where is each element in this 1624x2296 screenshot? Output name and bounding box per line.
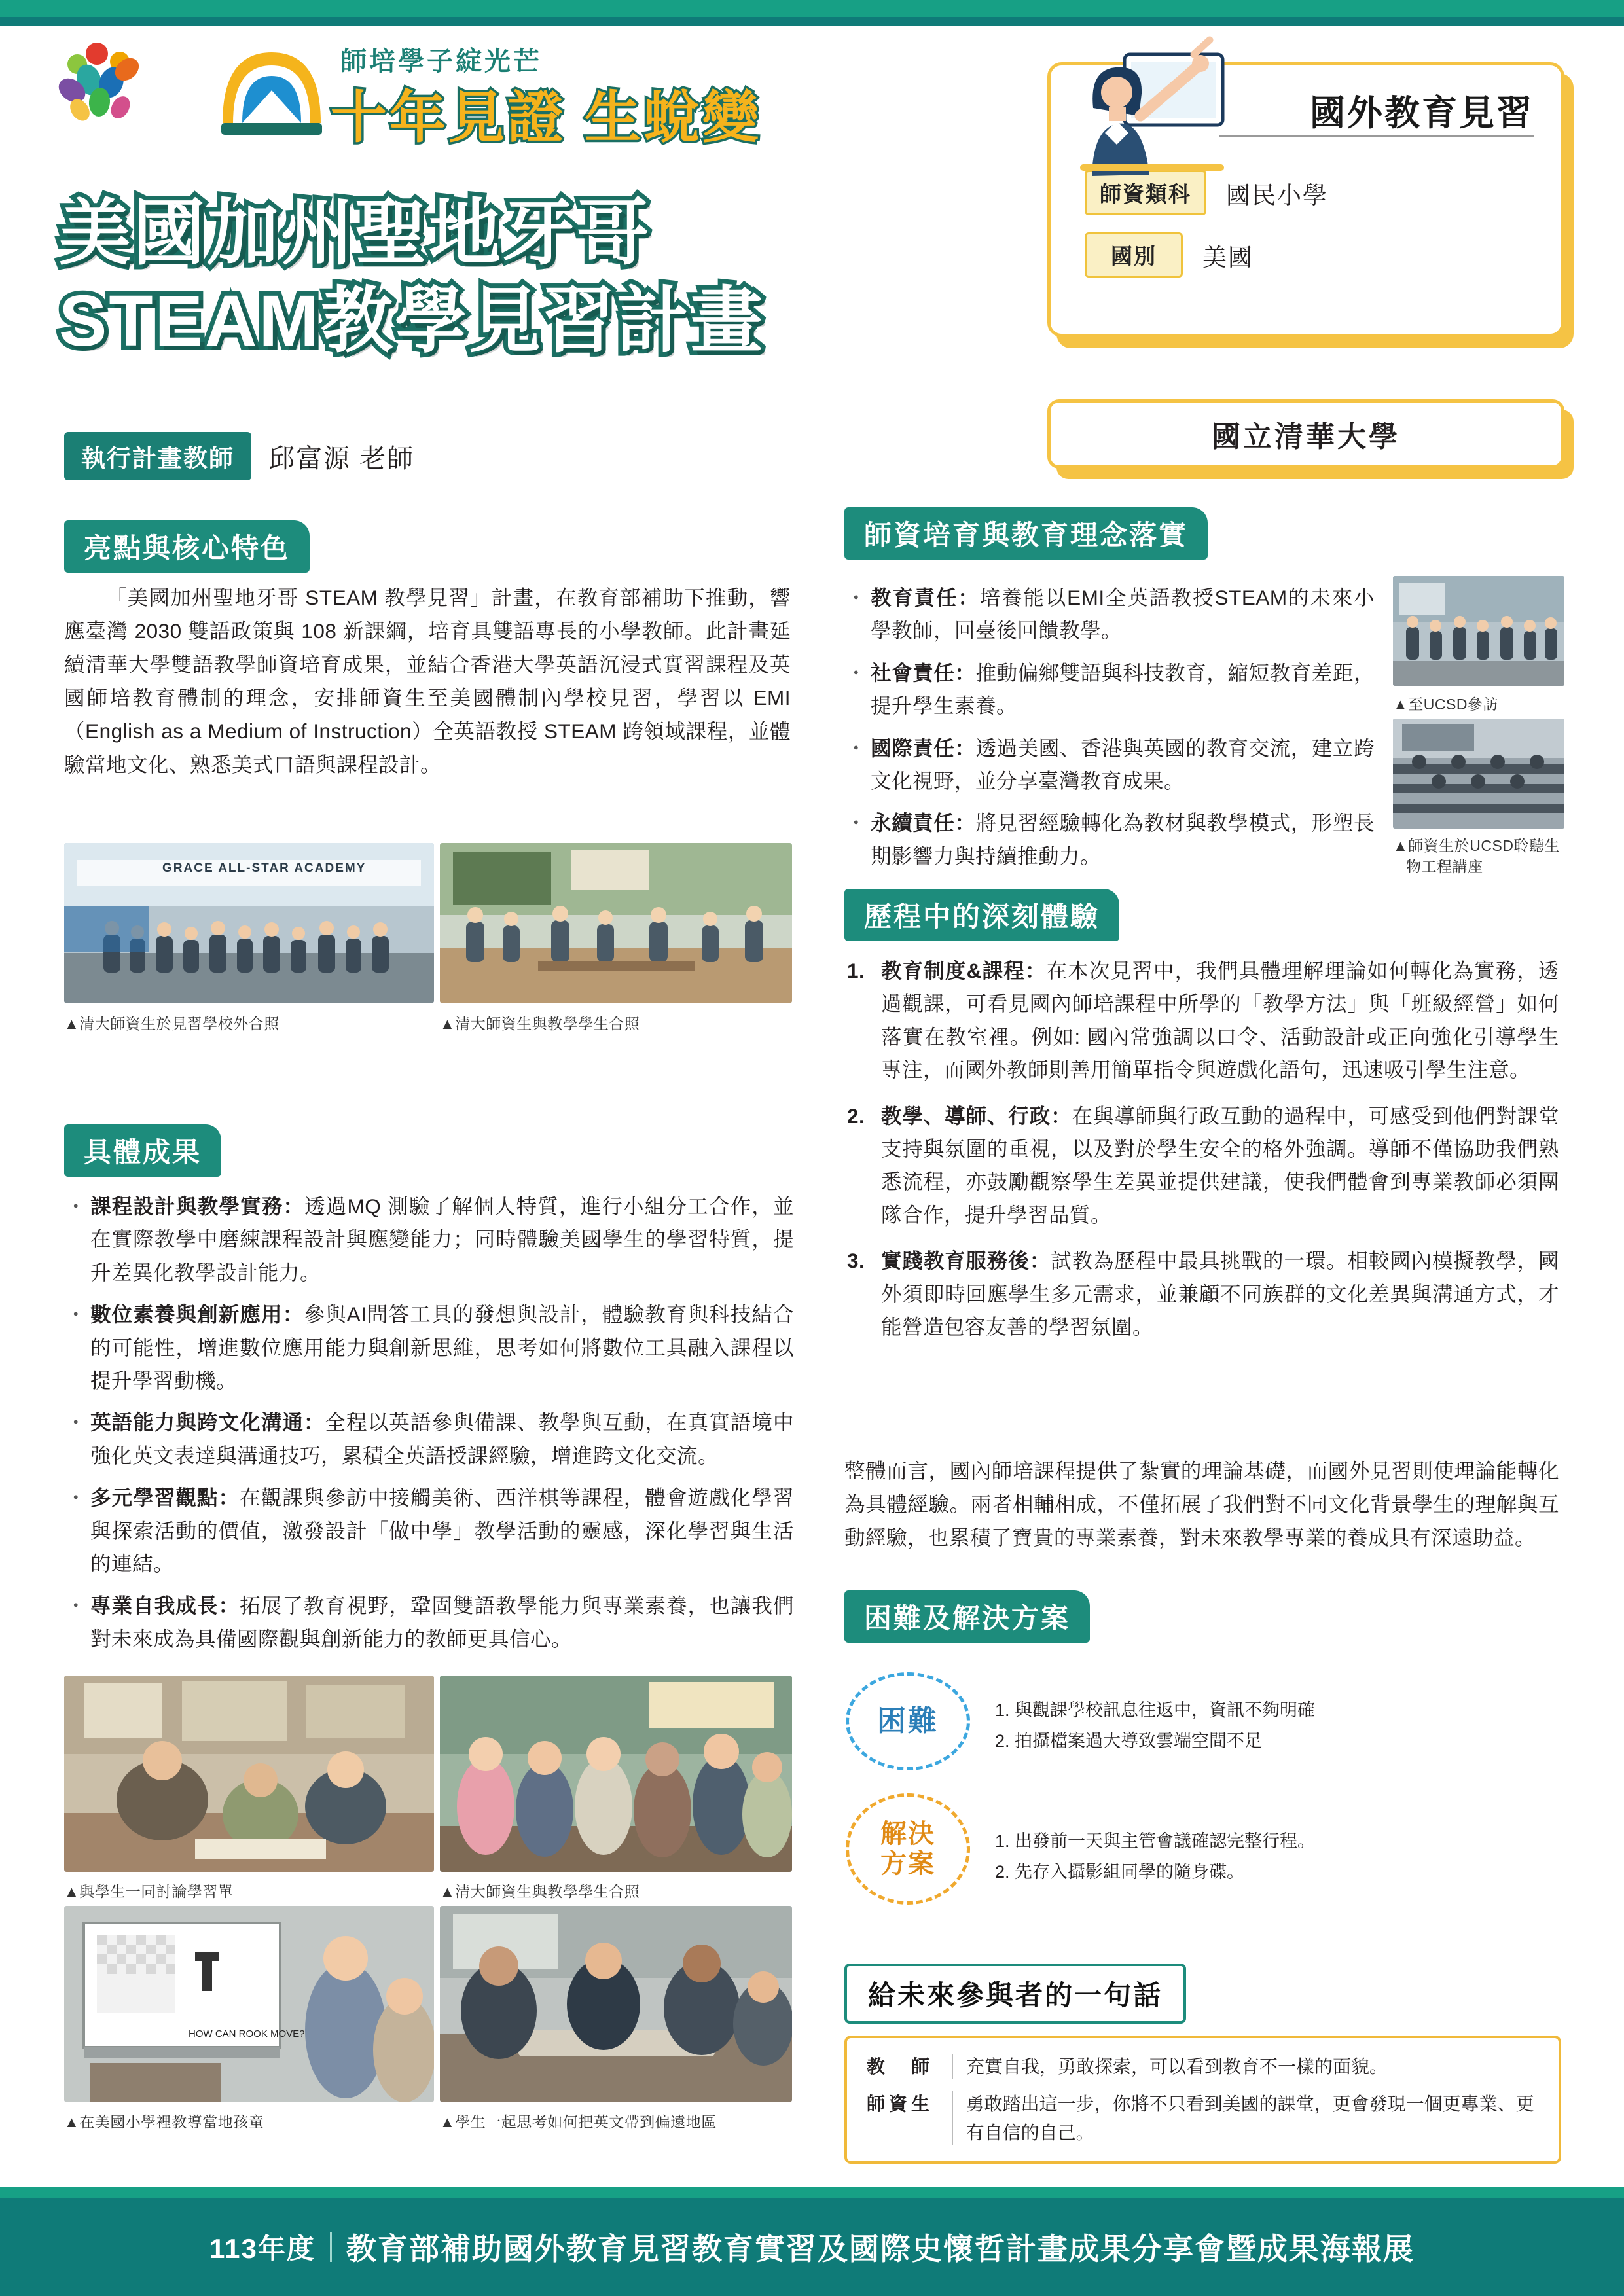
section-heading-outcome: 具體成果 <box>64 1124 221 1177</box>
experience-text: 在與導師與行政互動的過程中，可感受到他們對課堂支持與氛圍的重視，以及對於學生安全的格外強調。導師不僅協助我們熟悉流程，亦鼓勵觀察學生差異並提供建議，使我們體會到專業教師必須團隊合作，提升學習品質。 <box>881 1103 1559 1227</box>
photo-students-brainstorm <box>440 1906 792 2102</box>
photo-worksheet-discussion <box>64 1676 434 1872</box>
outcome-list <box>64 1190 794 1655</box>
footer-year: 113年度 <box>209 2233 316 2264</box>
photo-caption-8-line-1: ▲師資生於UCSD聆聽生 <box>1393 837 1560 854</box>
photo-caption-1: ▲清大師資生於見習學校外合照 <box>64 1015 280 1032</box>
photo-ucsd-visit <box>1393 576 1564 686</box>
photo-overlay-text: GRACE ALL-STAR ACADEMY <box>162 861 367 875</box>
message-role: 教 師 <box>867 2056 934 2077</box>
outcome-item-text: 透過MQ 測驗了解個人特質，進行小組分工合作，並在實際教學中磨練課程設計與應變能力；同時體驗美國學生的學習特質，提升差異化教學設計能力。 <box>90 1194 794 1284</box>
experience-text: 試教為歷程中最具挑戰的一環。相較國內模擬教學，國外須即時回應學生多元需求，並兼顧不同族群的文化差異與溝通方式，才能營造包容友善的學習氛圍。 <box>881 1249 1559 1338</box>
info-card-title: 國外教育見習 <box>1310 94 1534 133</box>
experience-label: 教育制度&課程： <box>881 959 1047 982</box>
difficulty-badge: 困難 <box>846 1672 970 1770</box>
teacher-edu-label: 國際責任： <box>871 736 976 760</box>
teacher-edu-text: 將見習經驗轉化為教材與教學模式，形塑長期影響力與持續推動力。 <box>871 811 1375 868</box>
section-heading-experience: 歷程中的深刻體驗 <box>844 889 1119 941</box>
university-name: 國立清華大學 <box>1212 421 1400 453</box>
list-item <box>844 806 1375 872</box>
svg-text:HOW CAN ROOK MOVE?: HOW CAN ROOK MOVE? <box>189 2028 305 2039</box>
outcome-item-text: 全程以英語參與備課、教學與互動，在真實語境中強化英文表達與溝通技巧，累積全英語授課經驗，增進跨文化交流。 <box>90 1410 794 1467</box>
photo-caption-5: ▲在美國小學裡教導當地孩童 <box>64 2113 264 2130</box>
section-heading-message: 給未來參與者的一句話 <box>844 1964 1186 2024</box>
photo-school-exterior <box>64 843 434 1003</box>
info-row-key: 師資類科 <box>1085 170 1206 215</box>
footer-separator <box>330 2232 332 2262</box>
experience-label: 教學、導師、行政： <box>881 1103 1072 1128</box>
difficulty-items <box>995 1695 1492 1757</box>
message-role: 師資生 <box>867 2094 934 2115</box>
solution-badge <box>846 1793 970 1905</box>
university-card <box>1047 399 1564 469</box>
message-divider <box>952 2091 953 2145</box>
outcome-item-text: 參與AI問答工具的發想與設計，體驗教育與科技結合的可能性，增進數位應用能力與創新思維，思考如何將數位工具融入課程以提升學習動機。 <box>90 1302 794 1392</box>
teacher-edu-text: 推動偏鄉雙語與科技教育，縮短教育差距，提升學生素養。 <box>871 660 1375 718</box>
footer-top-strip <box>0 2187 1624 2198</box>
message-row <box>867 2090 1539 2147</box>
experience-summary: 整體而言，國內師培課程提供了紮實的理論基礎，而國外見習則使理論能轉化為具體經驗。兩者相輔相成，不僅拓展了我們對不同文化背景學生的理解與互動經驗，也累積了寶貴的專業素養，對未來教學專業的養成具有深遠助益。 <box>844 1459 1559 1550</box>
outcome-item-label: 課程設計與教學實務： <box>90 1194 305 1218</box>
photo-chess-lesson <box>64 1906 434 2102</box>
list-item <box>844 656 1375 723</box>
teacher-edu-text: 透過美國、香港與英國的教育交流，建立跨文化視野，並分享臺灣教育成果。 <box>871 736 1375 793</box>
list-item <box>844 581 1375 647</box>
slogan-main: 十年見證 生蛻變 <box>331 86 761 149</box>
executing-teacher <box>64 432 414 480</box>
list-item <box>64 1481 794 1580</box>
info-row-value: 國民小學 <box>1226 181 1328 209</box>
solution-item: 2. 先存入攝影組同學的隨身碟。 <box>995 1862 1245 1882</box>
top-decorative-bar <box>0 0 1624 17</box>
solution-items <box>995 1826 1492 1888</box>
message-row <box>867 2053 1539 2081</box>
photo-caption-2: ▲清大師資生與教學學生合照 <box>440 1015 640 1032</box>
photo-caption-6: ▲學生一起思考如何把英文帶到偏遠地區 <box>440 2113 717 2130</box>
executing-teacher-label: 執行計畫教師 <box>64 432 251 480</box>
teacher-edu-list-wrap <box>844 581 1375 882</box>
footer-bar <box>0 2198 1624 2296</box>
difficulty-item: 2. 拍攝檔案過大導致雲端空間不足 <box>995 1731 1263 1751</box>
solution-item: 1. 出發前一天與主管會議確認完整行程。 <box>995 1831 1316 1851</box>
list-item <box>64 1190 794 1289</box>
teacher-edu-list <box>844 581 1375 872</box>
footer-content <box>0 2198 1624 2296</box>
outcome-item-label: 多元學習觀點： <box>90 1486 240 1510</box>
list-item <box>844 732 1375 798</box>
teacher-edu-label: 教育責任： <box>871 586 980 609</box>
message-text: 勇敢踏出這一步，你將不只看到美國的課堂，更會發現一個更專業、更有自信的自己。 <box>965 2094 1534 2143</box>
photo-caption-3: ▲與學生一同討論學習單 <box>64 1883 234 1900</box>
photo-caption-8-line-2: 物工程講座 <box>1406 858 1483 875</box>
photo-ucsd-lecture <box>1393 719 1564 829</box>
experience-list-wrap <box>844 954 1559 1356</box>
list-item <box>844 1100 1559 1232</box>
executing-teacher-name: 邱富源 老師 <box>268 444 415 473</box>
experience-list <box>844 954 1559 1343</box>
photo-group-with-students <box>440 1676 792 1872</box>
list-item <box>844 954 1559 1086</box>
poster-title <box>59 190 929 365</box>
top-decorative-bar-secondary <box>0 17 1624 26</box>
outcome-item-label: 專業自我成長： <box>90 1594 240 1618</box>
photo-caption-7: ▲至UCSD參訪 <box>1393 696 1498 713</box>
teacher-edu-text: 培養能以EMI全英語教授STEAM的未來小學教師，回臺後回饋教學。 <box>871 586 1375 643</box>
outcome-item-text: 拓展了教育視野，鞏固雙語教學能力與專業素養，也讓我們對未來成為具備國際觀與創新能力的教師更具信心。 <box>90 1594 794 1651</box>
message-divider <box>952 2054 953 2079</box>
message-box <box>844 2036 1561 2164</box>
solution-badge-line-2: 方案 <box>880 1850 935 1878</box>
outcome-item-text: 在觀課與參訪中接觸美術、西洋棋等課程，體會遊戲化學習與探索活動的價值，激發設計「做中學」教學活動的靈感，深化學習與生活的連結。 <box>90 1486 794 1575</box>
info-row-value: 美國 <box>1202 243 1254 271</box>
info-card-rows <box>1085 170 1543 295</box>
program-emblem-icon <box>216 39 327 141</box>
teacher-edu-label: 永續責任： <box>871 811 976 835</box>
teacher-edu-label: 社會責任： <box>871 660 976 685</box>
outcome-item-label: 英語能力與跨文化溝通： <box>90 1410 325 1435</box>
list-item <box>844 1244 1559 1343</box>
photo-classroom-teaching <box>440 843 792 1003</box>
footer-title: 教育部補助國外教育見習教育實習及國際史懷哲計畫成果分享會暨成果海報展 <box>346 2232 1415 2266</box>
teacher-illustration-icon <box>1054 36 1244 187</box>
outcome-item-label: 數位素養與創新應用： <box>90 1302 304 1327</box>
poster-title-line-2: STEAM教學見習計畫 <box>59 281 765 362</box>
highlight-body-text: 「美國加州聖地牙哥 STEAM 教學見習」計畫，在教育部補助下推動，響應臺灣 2030 雙語政策與 108 新課綱，培育具雙語專長的小學教師。此計畫延續清華大學雙語教學師資培育成果，並結合香港大學英語沉浸式實習課程及英國師培教育體制的理念，安排師資生至美國體制內學校見習，學習以 EMI（English as a Medium of Instruction）全英語教授 STEAM 跨領域課程，並體驗當地文化、熟悉美式口語與課程設計。 <box>64 586 791 777</box>
experience-text: 在本次見習中，我們具體理解理論如何轉化為實務，透過觀課，可看見國內師培課程中所學的「教學方法」與「班級經營」如何落實在教室裡。例如: 國內常強調以口令、活動設計或正向強化引導學生專注，而國外教師則善用簡單指令與遊戲化語句，迅速吸引學生注意。 <box>881 959 1559 1082</box>
info-row <box>1085 232 1543 278</box>
section-heading-teacher-education: 師資培育與教育理念落實 <box>844 507 1208 560</box>
section-heading-difficulty: 困難及解決方案 <box>844 1590 1090 1643</box>
experience-label: 實踐教育服務後： <box>881 1249 1051 1273</box>
list-item <box>64 1298 794 1397</box>
message-text: 充實自我，勇敢探索，可以看到教育不一樣的面貌。 <box>966 2056 1388 2077</box>
outcome-list-wrap <box>64 1190 794 1664</box>
solution-badge-line-1: 解決 <box>880 1820 935 1848</box>
flower-logo-icon <box>58 39 182 137</box>
photo-caption-4: ▲清大師資生與教學學生合照 <box>440 1883 640 1900</box>
slogan-small: 師培學子綻光芒 <box>340 47 542 76</box>
difficulty-item: 1. 與觀課學校訊息往返中，資訊不夠明確 <box>995 1700 1316 1720</box>
section-heading-highlight: 亮點與核心特色 <box>64 520 310 573</box>
info-row-key: 國別 <box>1085 232 1183 278</box>
poster-title-line-1: 美國加州聖地牙哥 <box>59 193 651 274</box>
list-item <box>64 1589 794 1655</box>
info-card-divider <box>1219 135 1534 137</box>
list-item <box>64 1406 794 1472</box>
